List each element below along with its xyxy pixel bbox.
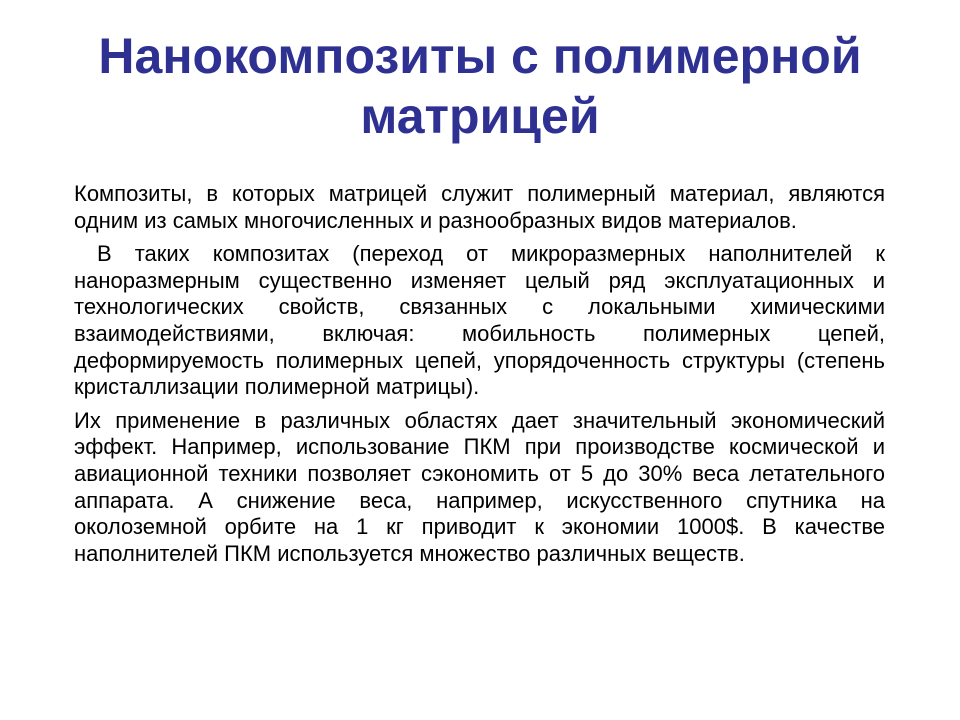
paragraph-composites-intro: Композиты, в которых матрицей служит полимерный материал, являются одним из самых многочисленных и разнообразных видов материалов. bbox=[74, 181, 885, 233]
paragraph-nanoscale-properties: В таких композитах (переход от микроразмерных наполнителей к наноразмерным существенно изменяет целый ряд эксплуатационных и технологических свойств, связанных с локальными химическими взаимодействиями, включая: мобильность полимерных цепей, деформируемость полимерных цепей, упорядоченность структуры (степень кристаллизации полимерной матрицы). bbox=[74, 241, 892, 400]
slide-title: Нанокомпозиты с полимерной матрицей bbox=[98, 28, 862, 144]
slide-body bbox=[74, 181, 892, 574]
paragraph-applications: Их применение в различных областях дает значительный экономический эффект. Например, использование ПКМ при производстве космической и авиационной техники позволяет сэкономить от 5 до 30% веса летательного аппарата. А снижение веса, например, искусственного спутника на околоземной орбите на 1 кг приводит к экономии 1000$. В качестве наполнителей ПКМ используется множество различных веществ. bbox=[74, 407, 885, 566]
